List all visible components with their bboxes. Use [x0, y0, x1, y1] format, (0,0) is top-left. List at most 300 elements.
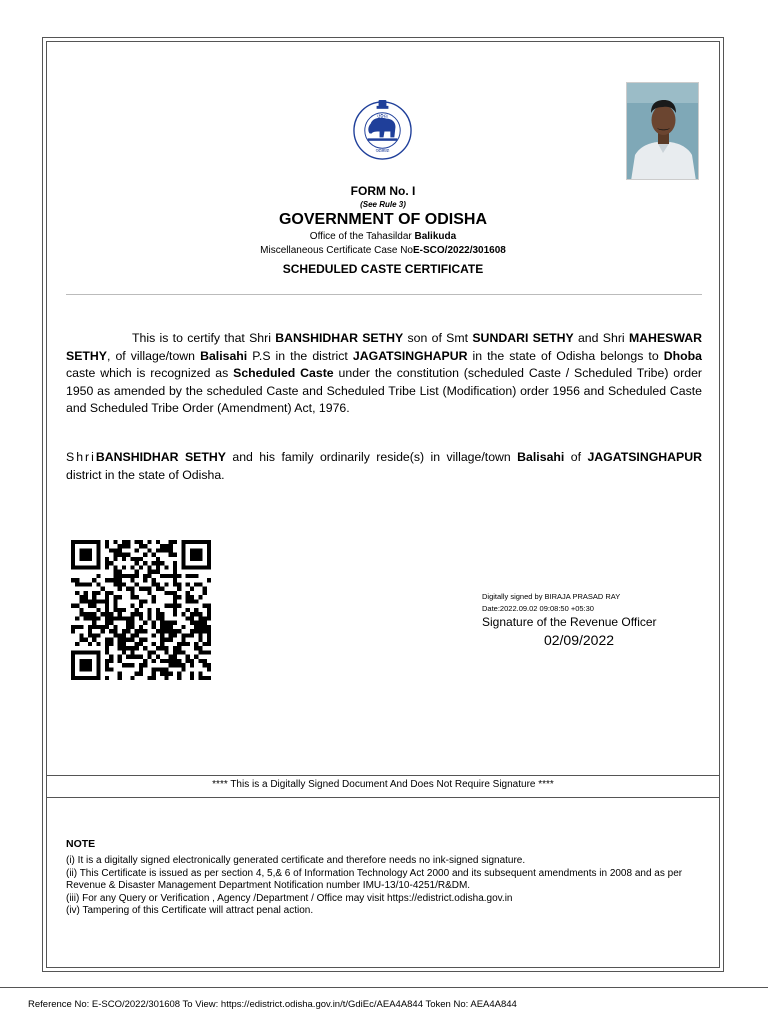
qr-module — [84, 676, 88, 680]
qr-module — [88, 612, 92, 616]
qr-module — [135, 595, 139, 599]
qr-module — [135, 557, 139, 561]
qr-module — [75, 604, 79, 608]
qr-module — [207, 604, 211, 608]
qr-module — [118, 574, 122, 578]
qr-module — [139, 544, 143, 548]
qr-module — [135, 561, 139, 565]
qr-module — [194, 565, 198, 569]
qr-module — [118, 548, 122, 552]
qr-module — [135, 582, 139, 586]
qr-module — [84, 591, 88, 595]
qr-module — [207, 548, 211, 552]
qr-module — [126, 646, 130, 650]
qr-module — [177, 629, 181, 633]
qr-module — [122, 544, 126, 548]
qr-module — [181, 625, 185, 629]
qr-module — [92, 621, 96, 625]
office-line — [46, 231, 720, 242]
qr-module — [173, 565, 177, 569]
qr-module — [105, 612, 109, 616]
qr-module — [113, 629, 117, 633]
mother-name: SUNDARI SETHY — [472, 331, 574, 345]
qr-module — [203, 663, 207, 667]
qr-module — [92, 595, 96, 599]
qr-module — [160, 621, 164, 625]
header-divider — [66, 294, 702, 295]
qr-module — [84, 667, 88, 671]
qr-module — [84, 663, 88, 667]
qr-module — [207, 633, 211, 637]
inner-border — [46, 41, 720, 968]
qr-module — [177, 650, 181, 654]
qr-module — [139, 655, 143, 659]
qr-module — [84, 582, 88, 586]
qr-module — [84, 612, 88, 616]
qr-module — [147, 676, 151, 680]
qr-module — [135, 612, 139, 616]
text: , of village/town — [107, 348, 196, 363]
qr-module — [88, 553, 92, 557]
qr-module — [135, 548, 139, 552]
qr-module — [96, 642, 100, 646]
applicant-photo — [626, 82, 699, 180]
qr-module — [88, 565, 92, 569]
qr-module — [84, 548, 88, 552]
qr-module — [96, 659, 100, 663]
qr-module — [203, 659, 207, 663]
qr-module — [207, 553, 211, 557]
qr-module — [164, 544, 168, 548]
qr-module — [207, 544, 211, 548]
qr-module — [105, 557, 109, 561]
qr-module — [79, 612, 83, 616]
qr-module — [147, 574, 151, 578]
qr-module — [198, 616, 202, 620]
qr-module — [79, 595, 83, 599]
qr-module — [139, 638, 143, 642]
qr-module — [118, 553, 122, 557]
district-name: JAGATSINGHAPUR — [587, 450, 703, 464]
qr-module — [84, 565, 88, 569]
qr-module — [147, 540, 151, 544]
qr-module — [194, 553, 198, 557]
qr-module — [186, 595, 190, 599]
qr-module — [152, 570, 156, 574]
qr-module — [143, 599, 147, 603]
qr-module — [152, 561, 156, 565]
qr-module — [126, 544, 130, 548]
qr-module — [173, 629, 177, 633]
qr-module — [173, 595, 177, 599]
qr-module — [92, 578, 96, 582]
qr-module — [207, 676, 211, 680]
qr-module — [122, 574, 126, 578]
qr-module — [96, 582, 100, 586]
qr-module — [198, 540, 202, 544]
qr-module — [198, 621, 202, 625]
qr-module — [139, 672, 143, 676]
qr-module — [203, 642, 207, 646]
qr-module — [156, 608, 160, 612]
qr-module — [194, 540, 198, 544]
qr-module — [143, 574, 147, 578]
qr-module — [109, 621, 113, 625]
qr-module — [79, 659, 83, 663]
qr-module — [173, 659, 177, 663]
qr-module — [113, 578, 117, 582]
qr-module — [143, 659, 147, 663]
qr-module — [96, 625, 100, 629]
qr-module — [118, 655, 122, 659]
qr-module — [126, 616, 130, 620]
qr-module — [96, 608, 100, 612]
qr-module — [92, 625, 96, 629]
qr-module — [156, 646, 160, 650]
qr-module — [84, 553, 88, 557]
qr-module — [88, 642, 92, 646]
qr-module — [177, 604, 181, 608]
qr-module — [105, 676, 109, 680]
qr-module — [207, 625, 211, 629]
qr-module — [122, 553, 126, 557]
qr-module — [194, 655, 198, 659]
qr-module — [126, 629, 130, 633]
qr-module — [135, 629, 139, 633]
qr-module — [84, 599, 88, 603]
village-name: Balisahi — [517, 450, 565, 464]
qr-module — [160, 672, 164, 676]
qr-module — [190, 676, 194, 680]
qr-module — [177, 587, 181, 591]
qr-module — [92, 540, 96, 544]
qr-module — [177, 659, 181, 663]
qr-module — [122, 582, 126, 586]
qr-module — [92, 599, 96, 603]
qr-module — [101, 599, 105, 603]
qr-module — [207, 667, 211, 671]
separator-line — [46, 797, 720, 798]
qr-module — [160, 629, 164, 633]
qr-module — [109, 642, 113, 646]
qr-module — [164, 565, 168, 569]
qr-module — [84, 540, 88, 544]
qr-module — [194, 608, 198, 612]
qr-module — [207, 663, 211, 667]
qr-module — [96, 553, 100, 557]
qr-module — [130, 633, 134, 637]
qr-module — [101, 629, 105, 633]
qr-module — [207, 612, 211, 616]
qr-module — [75, 591, 79, 595]
qr-module — [164, 646, 168, 650]
qr-module — [126, 540, 130, 544]
qr-module — [190, 548, 194, 552]
qr-module — [75, 540, 79, 544]
qr-module — [105, 540, 109, 544]
qr-module — [139, 604, 143, 608]
qr-module — [113, 616, 117, 620]
caste-category: Scheduled Caste — [233, 366, 334, 380]
signature-title: Signature of the Revenue Officer — [482, 615, 657, 629]
qr-module — [126, 655, 130, 659]
qr-module — [190, 565, 194, 569]
qr-module — [203, 591, 207, 595]
qr-module — [118, 578, 122, 582]
qr-module — [88, 582, 92, 586]
qr-module — [173, 650, 177, 654]
qr-module — [160, 625, 164, 629]
qr-module — [203, 540, 207, 544]
qr-module — [71, 565, 75, 569]
qr-module — [147, 591, 151, 595]
qr-module — [207, 561, 211, 565]
qr-module — [122, 608, 126, 612]
qr-module — [190, 629, 194, 633]
qr-module — [92, 565, 96, 569]
qr-module — [177, 676, 181, 680]
qr-module — [173, 604, 177, 608]
qr-module — [203, 650, 207, 654]
text: district in the state of Odisha. — [66, 467, 225, 482]
qr-module — [173, 540, 177, 544]
qr-module — [105, 663, 109, 667]
qr-module — [92, 633, 96, 637]
qr-module — [190, 633, 194, 637]
qr-module — [109, 612, 113, 616]
qr-module — [105, 659, 109, 663]
qr-module — [181, 565, 185, 569]
qr-module — [109, 667, 113, 671]
qr-module — [96, 672, 100, 676]
qr-module — [181, 642, 185, 646]
qr-module — [203, 676, 207, 680]
qr-module — [122, 650, 126, 654]
qr-module — [113, 625, 117, 629]
qr-module — [113, 582, 117, 586]
qr-module — [126, 553, 130, 557]
qr-module — [207, 638, 211, 642]
qr-module — [190, 587, 194, 591]
qr-module — [194, 599, 198, 603]
qr-module — [109, 561, 113, 565]
qr-module — [139, 667, 143, 671]
qr-module — [198, 553, 202, 557]
qr-module — [177, 663, 181, 667]
qr-module — [173, 646, 177, 650]
caste-name: Dhoba — [663, 348, 702, 363]
qr-module — [71, 629, 75, 633]
qr-module — [139, 565, 143, 569]
qr-module — [92, 612, 96, 616]
qr-module — [173, 591, 177, 595]
qr-module — [79, 608, 83, 612]
qr-module — [71, 663, 75, 667]
qr-module — [109, 655, 113, 659]
qr-module — [113, 608, 117, 612]
qr-module — [173, 608, 177, 612]
qr-module — [169, 553, 173, 557]
qr-module — [186, 642, 190, 646]
qr-module — [139, 642, 143, 646]
holder-name: BANSHIDHAR SETHY — [95, 450, 226, 464]
qr-module — [147, 612, 151, 616]
qr-module — [130, 591, 134, 595]
qr-module — [92, 638, 96, 642]
qr-module — [139, 616, 143, 620]
qr-module — [207, 578, 211, 582]
text: and Shri — [577, 331, 625, 345]
qr-module — [130, 587, 134, 591]
qr-module — [198, 582, 202, 586]
qr-module — [152, 621, 156, 625]
qr-module — [79, 599, 83, 603]
qr-module — [96, 561, 100, 565]
qr-module — [118, 570, 122, 574]
qr-module — [105, 625, 109, 629]
qr-module — [181, 667, 185, 671]
qr-module — [181, 638, 185, 642]
qr-module — [186, 608, 190, 612]
qr-module — [88, 663, 92, 667]
text: This is to certify that Shri — [132, 331, 271, 345]
qr-module — [152, 625, 156, 629]
note-item: (ii) This Certificate is issued as per section 4, 5,& 6 of Information Technology Act 2000 and its subsequent amendments in 2008 and as per Revenue & Disaster Management Department Notification number IMU-13/10-4251/R&DM. — [66, 867, 683, 892]
qr-module — [88, 557, 92, 561]
footer-divider — [0, 987, 768, 988]
qr-module — [96, 650, 100, 654]
qr-module — [113, 548, 117, 552]
qr-module — [71, 557, 75, 561]
qr-module — [113, 540, 117, 544]
qr-module — [164, 548, 168, 552]
qr-module — [207, 557, 211, 561]
qr-module — [152, 650, 156, 654]
qr-module — [190, 540, 194, 544]
qr-module — [71, 672, 75, 676]
qr-module — [96, 591, 100, 595]
qr-module — [147, 655, 151, 659]
qr-module — [135, 608, 139, 612]
qr-module — [164, 625, 168, 629]
qr-module — [147, 548, 151, 552]
qr-module — [139, 599, 143, 603]
qr-module — [105, 638, 109, 642]
qr-module — [169, 672, 173, 676]
qr-module — [122, 633, 126, 637]
certification-paragraph — [66, 330, 702, 418]
qr-module — [109, 629, 113, 633]
qr-module — [75, 676, 79, 680]
qr-module — [118, 646, 122, 650]
qr-module — [79, 625, 83, 629]
qr-module — [84, 659, 88, 663]
qr-module — [207, 608, 211, 612]
qr-module — [118, 642, 122, 646]
qr-module — [169, 544, 173, 548]
qr-module — [164, 629, 168, 633]
qr-module — [122, 565, 126, 569]
qr-module — [118, 595, 122, 599]
qr-module — [181, 548, 185, 552]
qr-module — [71, 667, 75, 671]
qr-module — [79, 663, 83, 667]
qr-module — [152, 672, 156, 676]
qr-module — [173, 655, 177, 659]
qr-module — [190, 553, 194, 557]
qr-module — [143, 629, 147, 633]
qr-module — [122, 629, 126, 633]
qr-module — [113, 570, 117, 574]
qr-module — [118, 544, 122, 548]
father-name: MAHESWAR SETHY — [66, 331, 703, 363]
qr-module — [194, 612, 198, 616]
qr-module — [156, 667, 160, 671]
qr-module — [96, 676, 100, 680]
qr-module — [118, 612, 122, 616]
qr-module — [156, 616, 160, 620]
qr-module — [160, 633, 164, 637]
qr-module — [160, 659, 164, 663]
qr-module — [147, 570, 151, 574]
qr-module — [113, 595, 117, 599]
qr-module — [96, 655, 100, 659]
qr-module — [198, 595, 202, 599]
qr-module — [113, 599, 117, 603]
qr-module — [135, 672, 139, 676]
text: in the state of Odisha belongs to — [472, 348, 659, 363]
qr-module — [198, 612, 202, 616]
qr-module — [160, 667, 164, 671]
qr-module — [181, 633, 185, 637]
qr-module — [92, 616, 96, 620]
qr-module — [135, 540, 139, 544]
qr-module — [118, 608, 122, 612]
qr-module — [130, 565, 134, 569]
residence-paragraph — [66, 449, 702, 484]
qr-module — [143, 561, 147, 565]
qr-module — [169, 629, 173, 633]
qr-module — [203, 616, 207, 620]
qr-module — [181, 540, 185, 544]
qr-module — [79, 650, 83, 654]
qr-module — [84, 638, 88, 642]
qr-module — [207, 616, 211, 620]
qr-module — [130, 638, 134, 642]
qr-module — [169, 625, 173, 629]
qr-module — [96, 616, 100, 620]
qr-module — [169, 633, 173, 637]
qr-module — [118, 676, 122, 680]
qr-module — [75, 578, 79, 582]
qr-module — [105, 608, 109, 612]
qr-module — [160, 561, 164, 565]
qr-module — [135, 633, 139, 637]
qr-module — [152, 659, 156, 663]
qr-module — [113, 553, 117, 557]
government-title: GOVERNMENT OF ODISHA — [278, 211, 487, 228]
qr-module — [198, 548, 202, 552]
qr-module — [96, 663, 100, 667]
qr-module — [198, 565, 202, 569]
signature-date: 02/09/2022 — [543, 632, 615, 648]
qr-module — [156, 612, 160, 616]
qr-module — [190, 574, 194, 578]
qr-module — [139, 629, 143, 633]
qr-module — [194, 629, 198, 633]
qr-module — [143, 663, 147, 667]
qr-module — [143, 621, 147, 625]
